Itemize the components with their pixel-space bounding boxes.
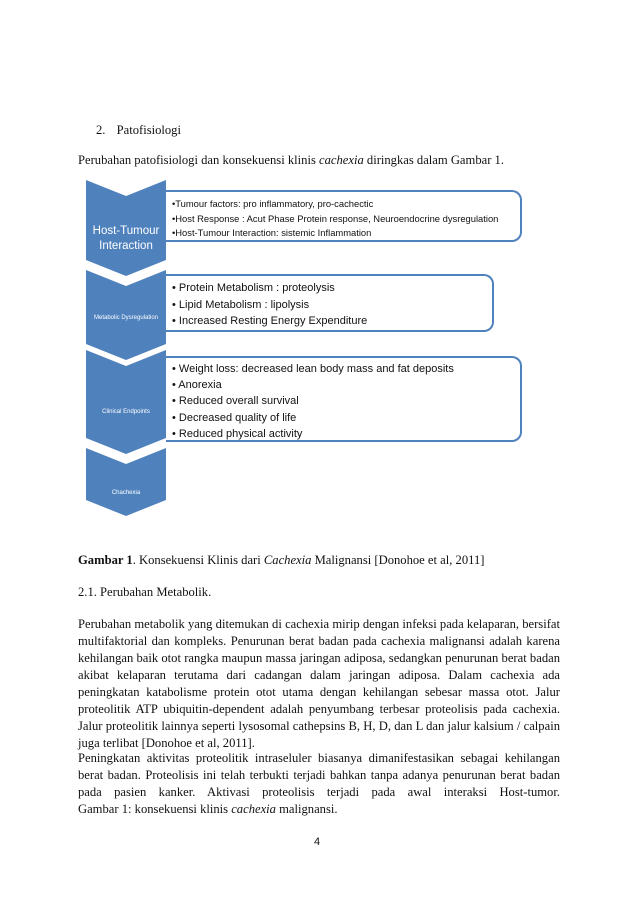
chevron-clinical [86,350,166,454]
subheading: 2.1. Perubahan Metabolik. [78,585,212,599]
list-item: • Weight loss: decreased lean body mass and fat deposits [172,363,454,375]
list-item: • Anorexia [172,379,222,392]
stage-box-metabolic [166,274,494,332]
paragraph-1: Perubahan metabolik yang ditemukan di cachexia mirip dengan infeksi pada kelaparan, bersifat multifaktorial dan kompleks. Penurunan berat badan pada cachexia malignansi adalah karena kehilangan baik otot rangka maupun massa jaringan adiposa, sedangkan penurunan berat badan akibat kelaparan terutama dari cadangan dalam jaringan adiposa. Dalam cachexia ada peningkatan katabolisme protein otot utama dengan kehilangan sebesar massa otot. Jalur proteolitik ATP ubiquitin-dependent adalah penyumbang terbesar proteolisis pada cachexia. Jalur proteolitik lainnya seperti lysosomal cathepsins B, H, D, dan L dan jalur kalsium / calpain juga terlibat [Donohoe et al, 2011]. [78,617,560,750]
section-heading [96,122,181,139]
paragraph-2: Peningkatan aktivitas proteolitik intraseluler biasanya dimanifestasikan sebagai kehilangan berat badan. Proteolisis ini telah terbukti terjadi bahkan tanpa adanya penurunan berat badan pada pasien kanker. Aktivasi proteolisis terjadi pada awal interaksi Host-tumor. Gambar 1: konsekuensi klinis cachexia malignansi. [78,751,560,816]
list-item: • Decreased quality of life [172,411,297,424]
list-item: • Lipid Metabolism : lipolysis [172,298,310,311]
figure-caption: Gambar 1. Konsekuensi Klinis dari Cachexia Malignansi [Donohoe et al, 2011] [78,553,485,567]
list-item: •Host-Tumour Interaction: sistemic Inflammation [172,227,372,238]
chevron-cachexia [86,448,166,516]
list-item: • Reduced physical activity [172,427,303,440]
list-item: •Host Response : Acut Phase Protein response, Neuroendocrine dysregulation [172,212,499,224]
section-title: Patofisiologi [116,123,181,137]
page-number: 4 [314,836,321,848]
stage-box-clinical [166,356,522,442]
cachexia-diagram [86,178,526,518]
list-item: • Increased Resting Energy Expenditure [172,315,368,327]
stage-list-metabolic [172,280,492,330]
stage-label-clinical: Clinical Endpoints [102,409,150,415]
stage-list-host-tumour [172,197,520,241]
stage-label-cachexia: Chachexia [111,490,141,496]
list-item: • Reduced overall survival [172,395,299,408]
stage-list-clinical [172,361,520,442]
intro-sentence: Perubahan patofisiologi dan konsekuensi klinis cachexia diringkas dalam Gambar 1. [78,153,504,167]
paragraph-2-last-line: Gambar 1: konsekuensi klinis cachexia malignansi. [78,802,338,816]
stage-box-host-tumour [166,190,522,242]
list-item: • Protein Metabolism : proteolysis [172,282,335,294]
section-number: 2. [96,123,106,137]
stage-label-host-tumour: Host-Tumour Interaction [92,225,160,252]
stage-label-metabolic: Metabolic Dysregulation [93,315,159,321]
list-item: •Tumour factors: pro inflammatory, pro-cachectic [172,198,374,209]
